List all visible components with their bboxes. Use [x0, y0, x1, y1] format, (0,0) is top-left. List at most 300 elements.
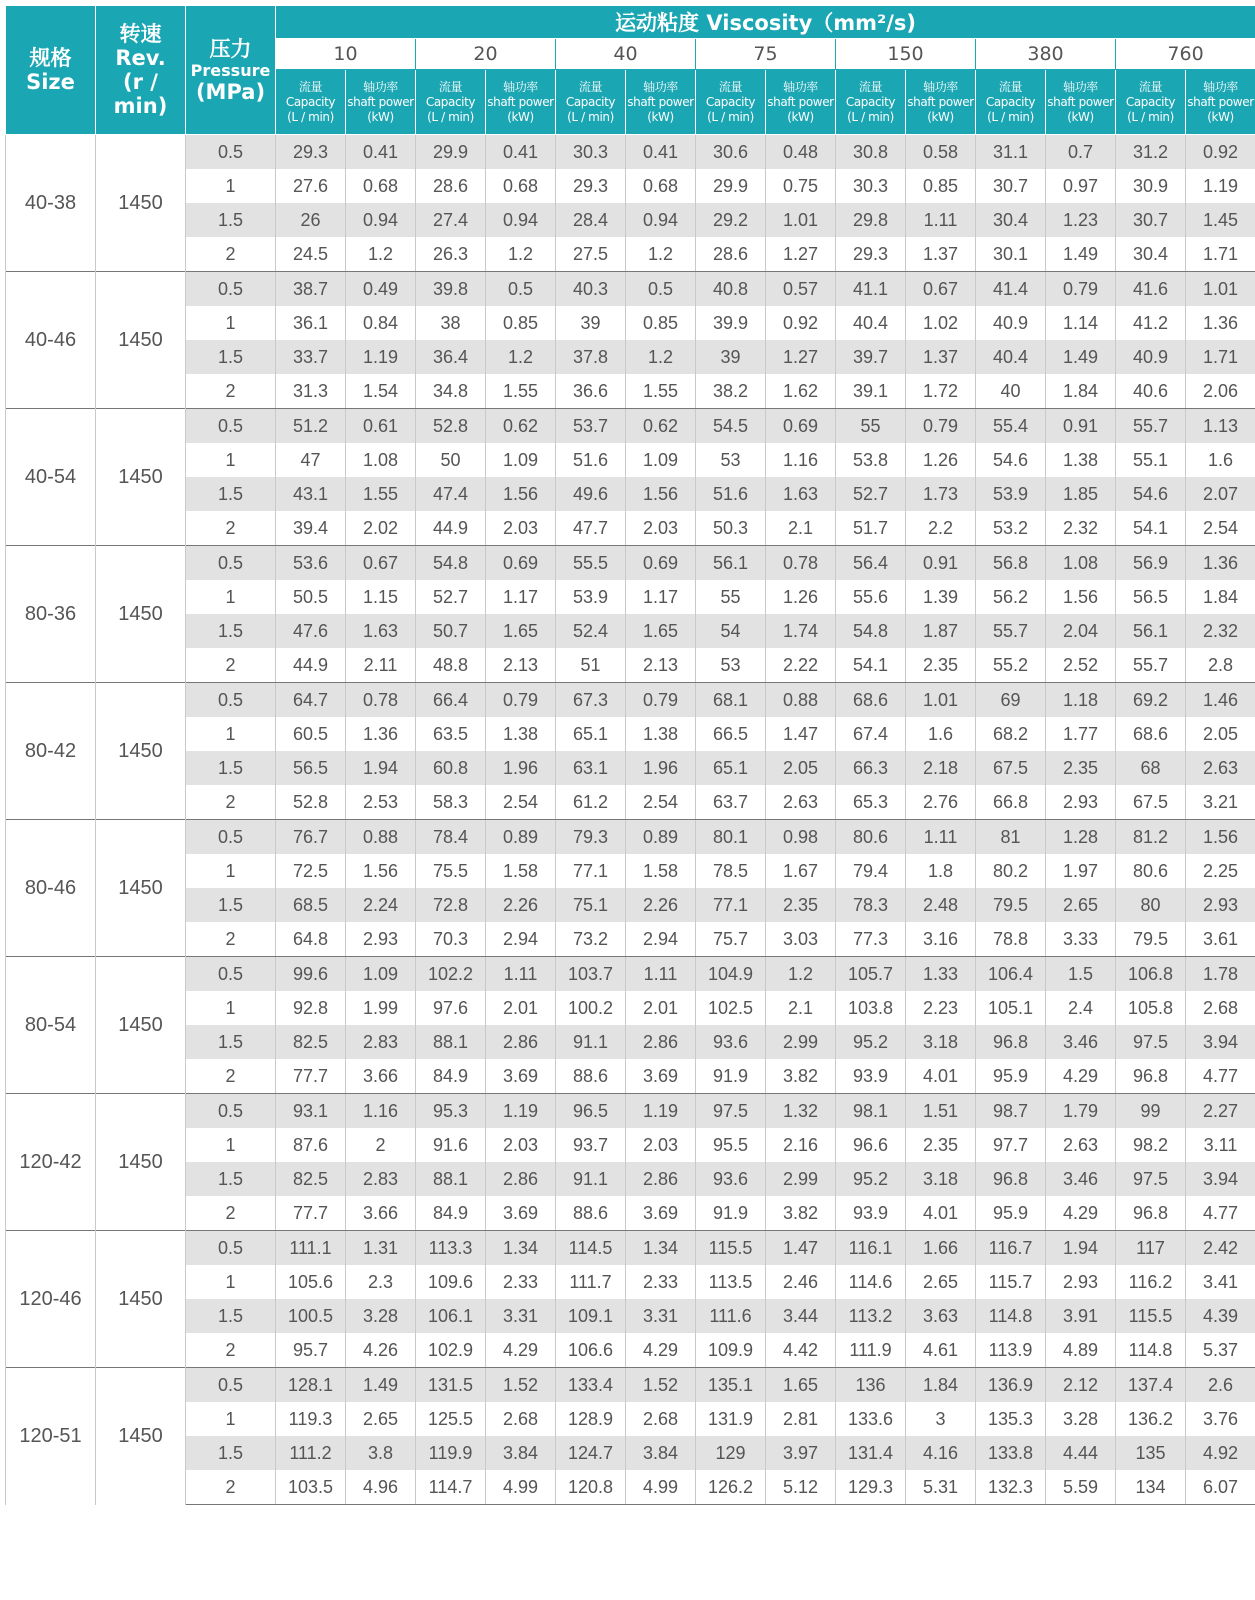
- shaft-power-cell: 5.37: [1186, 1333, 1255, 1368]
- capacity-cell: 79.5: [976, 888, 1046, 922]
- capacity-subheader-unit: (L / min): [987, 109, 1034, 124]
- capacity-subheader-unit: (L / min): [1127, 109, 1174, 124]
- capacity-cell: 38: [416, 306, 486, 340]
- shaft-power-cell: 1.47: [766, 717, 836, 751]
- shaft-power-cell: 1.62: [766, 374, 836, 409]
- capacity-cell: 77.7: [276, 1196, 346, 1231]
- pressure-cell: 1: [186, 717, 276, 751]
- shaft-power-cell: 2.32: [1186, 614, 1255, 648]
- shaft-power-cell: 3.33: [1046, 922, 1116, 957]
- capacity-cell: 96.8: [976, 1025, 1046, 1059]
- rev-header-unit: (r / min): [113, 70, 168, 118]
- pressure-cell: 1.5: [186, 203, 276, 237]
- capacity-cell: 88.6: [556, 1059, 626, 1094]
- capacity-cell: 76.7: [276, 820, 346, 855]
- shaft-power-cell: 2.13: [626, 648, 696, 683]
- capacity-cell: 41.1: [836, 272, 906, 307]
- capacity-subheader-en: Capacity: [1125, 94, 1176, 109]
- capacity-subheader-cn: 流量: [998, 79, 1023, 94]
- power-subheader-unit: (kW): [367, 109, 394, 124]
- viscosity-value-header: 20: [416, 39, 556, 70]
- capacity-cell: 54.6: [1116, 477, 1186, 511]
- capacity-cell: 95.7: [276, 1333, 346, 1368]
- capacity-cell: 55.6: [836, 580, 906, 614]
- shaft-power-cell: 2: [346, 1128, 416, 1162]
- size-cell: 40-54: [6, 409, 96, 546]
- shaft-power-cell: 4.29: [626, 1333, 696, 1368]
- capacity-cell: 93.9: [836, 1059, 906, 1094]
- shaft-power-cell: 0.78: [766, 546, 836, 581]
- power-subheader-cn: 轴功率: [643, 79, 678, 94]
- pressure-cell: 2: [186, 785, 276, 820]
- shaft-power-cell: 4.42: [766, 1333, 836, 1368]
- capacity-cell: 97.5: [1116, 1025, 1186, 1059]
- shaft-power-cell: 1.56: [486, 477, 556, 511]
- capacity-cell: 119.9: [416, 1436, 486, 1470]
- shaft-power-cell: 0.88: [766, 683, 836, 718]
- capacity-cell: 135.1: [696, 1368, 766, 1403]
- shaft-power-cell: 0.7: [1046, 135, 1116, 170]
- rev-cell: 1450: [96, 1094, 186, 1231]
- capacity-cell: 39.9: [696, 306, 766, 340]
- shaft-power-cell: 2.35: [906, 648, 976, 683]
- size-cell: 40-38: [6, 135, 96, 272]
- capacity-cell: 100.2: [556, 991, 626, 1025]
- capacity-cell: 55.7: [1116, 409, 1186, 444]
- capacity-cell: 39.4: [276, 511, 346, 546]
- shaft-power-cell: 1.01: [1186, 272, 1255, 307]
- capacity-subheader: [836, 70, 906, 135]
- shaft-power-cell: 3.94: [1186, 1025, 1255, 1059]
- shaft-power-cell: 3.97: [766, 1436, 836, 1470]
- table-row: [6, 374, 1255, 409]
- capacity-cell: 66.3: [836, 751, 906, 785]
- shaft-power-cell: 1.01: [906, 683, 976, 718]
- shaft-power-cell: 0.92: [1186, 135, 1255, 170]
- size-cell: 120-46: [6, 1231, 96, 1368]
- pressure-cell: 1: [186, 1265, 276, 1299]
- power-subheader: [346, 70, 416, 135]
- pressure-cell: 1: [186, 443, 276, 477]
- capacity-cell: 60.5: [276, 717, 346, 751]
- shaft-power-cell: 1.99: [346, 991, 416, 1025]
- shaft-power-cell: 0.68: [346, 169, 416, 203]
- shaft-power-cell: 2.48: [906, 888, 976, 922]
- capacity-cell: 114.8: [976, 1299, 1046, 1333]
- capacity-cell: 30.6: [696, 135, 766, 170]
- capacity-cell: 30.8: [836, 135, 906, 170]
- power-subheader-cn: 轴功率: [1063, 79, 1098, 94]
- power-subheader: [906, 70, 976, 135]
- capacity-cell: 111.6: [696, 1299, 766, 1333]
- shaft-power-cell: 0.41: [626, 135, 696, 170]
- power-subheader-unit: (kW): [1207, 109, 1234, 124]
- table-row: [6, 169, 1255, 203]
- shaft-power-cell: 1.79: [1046, 1094, 1116, 1129]
- capacity-cell: 50.5: [276, 580, 346, 614]
- shaft-power-cell: 1.72: [906, 374, 976, 409]
- table-row: [6, 237, 1255, 272]
- pressure-cell: 1: [186, 854, 276, 888]
- table-row: [6, 785, 1255, 820]
- capacity-cell: 105.7: [836, 957, 906, 992]
- capacity-subheader: [696, 70, 766, 135]
- shaft-power-cell: 2.52: [1046, 648, 1116, 683]
- capacity-cell: 114.8: [1116, 1333, 1186, 1368]
- capacity-cell: 106.1: [416, 1299, 486, 1333]
- capacity-cell: 39.8: [416, 272, 486, 307]
- table-row: [6, 546, 1255, 581]
- capacity-cell: 64.7: [276, 683, 346, 718]
- pressure-cell: 1.5: [186, 888, 276, 922]
- shaft-power-cell: 1.96: [626, 751, 696, 785]
- shaft-power-cell: 4.39: [1186, 1299, 1255, 1333]
- shaft-power-cell: 1.16: [346, 1094, 416, 1129]
- pressure-cell: 1: [186, 169, 276, 203]
- capacity-cell: 68.6: [836, 683, 906, 718]
- capacity-cell: 93.9: [836, 1196, 906, 1231]
- pressure-header-cn: 压力: [209, 36, 252, 61]
- capacity-cell: 128.9: [556, 1402, 626, 1436]
- capacity-cell: 65.1: [556, 717, 626, 751]
- shaft-power-cell: 2.94: [626, 922, 696, 957]
- capacity-cell: 54.1: [1116, 511, 1186, 546]
- shaft-power-cell: 3.69: [626, 1196, 696, 1231]
- capacity-cell: 40.9: [976, 306, 1046, 340]
- capacity-cell: 115.5: [696, 1231, 766, 1266]
- shaft-power-cell: 0.91: [906, 546, 976, 581]
- capacity-cell: 91.1: [556, 1162, 626, 1196]
- capacity-cell: 103.5: [276, 1470, 346, 1505]
- shaft-power-cell: 4.77: [1186, 1059, 1255, 1094]
- capacity-cell: 28.6: [696, 237, 766, 272]
- capacity-cell: 95.9: [976, 1059, 1046, 1094]
- shaft-power-cell: 1.36: [1186, 546, 1255, 581]
- pressure-cell: 1: [186, 1402, 276, 1436]
- capacity-cell: 97.7: [976, 1128, 1046, 1162]
- shaft-power-cell: 1.58: [486, 854, 556, 888]
- table-row: [6, 1025, 1255, 1059]
- shaft-power-cell: 2.11: [346, 648, 416, 683]
- shaft-power-cell: 1.37: [906, 237, 976, 272]
- capacity-subheader-unit: (L / min): [707, 109, 754, 124]
- shaft-power-cell: 0.79: [486, 683, 556, 718]
- shaft-power-cell: 4.99: [626, 1470, 696, 1505]
- capacity-cell: 88.1: [416, 1162, 486, 1196]
- shaft-power-cell: 2.54: [1186, 511, 1255, 546]
- shaft-power-cell: 1.08: [346, 443, 416, 477]
- capacity-subheader: [976, 70, 1046, 135]
- shaft-power-cell: 2.03: [486, 511, 556, 546]
- shaft-power-cell: 2.35: [766, 888, 836, 922]
- capacity-cell: 98.2: [1116, 1128, 1186, 1162]
- capacity-cell: 72.8: [416, 888, 486, 922]
- shaft-power-cell: 1.74: [766, 614, 836, 648]
- shaft-power-cell: 1.09: [486, 443, 556, 477]
- capacity-cell: 99.6: [276, 957, 346, 992]
- capacity-cell: 131.4: [836, 1436, 906, 1470]
- capacity-cell: 132.3: [976, 1470, 1046, 1505]
- shaft-power-cell: 4.26: [346, 1333, 416, 1368]
- capacity-cell: 109.6: [416, 1265, 486, 1299]
- size-cell: 80-46: [6, 820, 96, 957]
- shaft-power-cell: 2.1: [766, 511, 836, 546]
- capacity-cell: 51.7: [836, 511, 906, 546]
- capacity-cell: 116.7: [976, 1231, 1046, 1266]
- shaft-power-cell: 2.93: [1046, 1265, 1116, 1299]
- capacity-cell: 78.4: [416, 820, 486, 855]
- capacity-cell: 50.7: [416, 614, 486, 648]
- capacity-cell: 98.7: [976, 1094, 1046, 1129]
- capacity-subheader: [556, 70, 626, 135]
- capacity-cell: 82.5: [276, 1162, 346, 1196]
- power-subheader-unit: (kW): [647, 109, 674, 124]
- capacity-cell: 95.5: [696, 1128, 766, 1162]
- table-row: [6, 1470, 1255, 1505]
- shaft-power-cell: 1.23: [1046, 203, 1116, 237]
- shaft-power-cell: 2.01: [626, 991, 696, 1025]
- capacity-cell: 114.5: [556, 1231, 626, 1266]
- capacity-cell: 67.4: [836, 717, 906, 751]
- shaft-power-cell: 1.56: [626, 477, 696, 511]
- capacity-cell: 55.5: [556, 546, 626, 581]
- capacity-cell: 93.7: [556, 1128, 626, 1162]
- capacity-cell: 102.9: [416, 1333, 486, 1368]
- shaft-power-cell: 4.61: [906, 1333, 976, 1368]
- shaft-power-cell: 3.66: [346, 1059, 416, 1094]
- capacity-cell: 97.6: [416, 991, 486, 1025]
- capacity-cell: 31.3: [276, 374, 346, 409]
- shaft-power-cell: 3.11: [1186, 1128, 1255, 1162]
- size-header-cn: 规格: [29, 46, 72, 70]
- capacity-subheader-cn: 流量: [718, 79, 743, 94]
- shaft-power-cell: 3.91: [1046, 1299, 1116, 1333]
- shaft-power-cell: 2.3: [346, 1265, 416, 1299]
- shaft-power-cell: 2.2: [906, 511, 976, 546]
- capacity-cell: 84.9: [416, 1196, 486, 1231]
- capacity-cell: 80.2: [976, 854, 1046, 888]
- capacity-cell: 65.1: [696, 751, 766, 785]
- capacity-cell: 75.1: [556, 888, 626, 922]
- capacity-subheader-en: Capacity: [425, 94, 476, 109]
- shaft-power-cell: 3.18: [906, 1025, 976, 1059]
- capacity-cell: 29.3: [276, 135, 346, 170]
- shaft-power-cell: 1.19: [1186, 169, 1255, 203]
- capacity-cell: 87.6: [276, 1128, 346, 1162]
- shaft-power-cell: 0.61: [346, 409, 416, 444]
- capacity-cell: 52.7: [416, 580, 486, 614]
- shaft-power-cell: 5.12: [766, 1470, 836, 1505]
- capacity-cell: 106.4: [976, 957, 1046, 992]
- capacity-cell: 77.3: [836, 922, 906, 957]
- capacity-cell: 36.4: [416, 340, 486, 374]
- shaft-power-cell: 0.89: [626, 820, 696, 855]
- capacity-cell: 79.5: [1116, 922, 1186, 957]
- capacity-cell: 96.5: [556, 1094, 626, 1129]
- capacity-cell: 78.8: [976, 922, 1046, 957]
- pressure-cell: 2: [186, 1196, 276, 1231]
- shaft-power-cell: 0.79: [1046, 272, 1116, 307]
- capacity-cell: 31.2: [1116, 135, 1186, 170]
- capacity-cell: 93.1: [276, 1094, 346, 1129]
- capacity-subheader-en: Capacity: [845, 94, 896, 109]
- shaft-power-cell: 3.28: [1046, 1402, 1116, 1436]
- power-subheader: [486, 70, 556, 135]
- shaft-power-cell: 3.82: [766, 1059, 836, 1094]
- capacity-cell: 39.1: [836, 374, 906, 409]
- shaft-power-cell: 2.53: [346, 785, 416, 820]
- shaft-power-cell: 4.29: [1046, 1196, 1116, 1231]
- capacity-cell: 75.5: [416, 854, 486, 888]
- shaft-power-cell: 3.66: [346, 1196, 416, 1231]
- capacity-subheader-cn: 流量: [858, 79, 883, 94]
- capacity-cell: 81: [976, 820, 1046, 855]
- capacity-cell: 40.8: [696, 272, 766, 307]
- shaft-power-cell: 1.56: [346, 854, 416, 888]
- table-row: [6, 854, 1255, 888]
- shaft-power-cell: 1.63: [346, 614, 416, 648]
- capacity-cell: 29.9: [416, 135, 486, 170]
- capacity-subheader: [1116, 70, 1186, 135]
- capacity-cell: 40.6: [1116, 374, 1186, 409]
- shaft-power-cell: 2.93: [1046, 785, 1116, 820]
- table-row: [6, 614, 1255, 648]
- shaft-power-cell: 1.84: [906, 1368, 976, 1403]
- shaft-power-cell: 2.16: [766, 1128, 836, 1162]
- capacity-cell: 54.6: [976, 443, 1046, 477]
- shaft-power-cell: 3.69: [626, 1059, 696, 1094]
- pressure-cell: 2: [186, 511, 276, 546]
- shaft-power-cell: 1.19: [346, 340, 416, 374]
- shaft-power-cell: 2.65: [906, 1265, 976, 1299]
- shaft-power-cell: 1.11: [906, 820, 976, 855]
- capacity-cell: 34.8: [416, 374, 486, 409]
- table-row: [6, 203, 1255, 237]
- shaft-power-cell: 2.05: [766, 751, 836, 785]
- capacity-cell: 95.9: [976, 1196, 1046, 1231]
- shaft-power-cell: 2.33: [486, 1265, 556, 1299]
- table-row: [6, 648, 1255, 683]
- capacity-cell: 39: [556, 306, 626, 340]
- shaft-power-cell: 0.98: [766, 820, 836, 855]
- shaft-power-cell: 2.03: [626, 511, 696, 546]
- shaft-power-cell: 0.79: [906, 409, 976, 444]
- shaft-power-cell: 3.44: [766, 1299, 836, 1333]
- capacity-cell: 55.7: [976, 614, 1046, 648]
- shaft-power-cell: 2.76: [906, 785, 976, 820]
- capacity-cell: 48.8: [416, 648, 486, 683]
- capacity-cell: 47.6: [276, 614, 346, 648]
- shaft-power-cell: 1.65: [486, 614, 556, 648]
- shaft-power-cell: 1.38: [486, 717, 556, 751]
- table-row: [6, 443, 1255, 477]
- shaft-power-cell: 4.16: [906, 1436, 976, 1470]
- shaft-power-cell: 2.23: [906, 991, 976, 1025]
- shaft-power-cell: 1.54: [346, 374, 416, 409]
- shaft-power-cell: 1.67: [766, 854, 836, 888]
- shaft-power-cell: 2.86: [626, 1162, 696, 1196]
- shaft-power-cell: 2.68: [626, 1402, 696, 1436]
- capacity-cell: 113.9: [976, 1333, 1046, 1368]
- capacity-cell: 54.8: [836, 614, 906, 648]
- shaft-power-cell: 1.49: [346, 1368, 416, 1403]
- shaft-power-cell: 1.09: [626, 443, 696, 477]
- shaft-power-cell: 0.69: [626, 546, 696, 581]
- rev-cell: 1450: [96, 1231, 186, 1368]
- capacity-cell: 68.6: [1116, 717, 1186, 751]
- capacity-cell: 40.9: [1116, 340, 1186, 374]
- capacity-cell: 55.7: [1116, 648, 1186, 683]
- capacity-cell: 56.5: [1116, 580, 1186, 614]
- pressure-cell: 1.5: [186, 614, 276, 648]
- capacity-cell: 80.6: [1116, 854, 1186, 888]
- shaft-power-cell: 2.04: [1046, 614, 1116, 648]
- capacity-cell: 53: [696, 443, 766, 477]
- shaft-power-cell: 0.85: [626, 306, 696, 340]
- size-cell: 80-36: [6, 546, 96, 683]
- capacity-cell: 52.7: [836, 477, 906, 511]
- capacity-cell: 66.4: [416, 683, 486, 718]
- capacity-cell: 113.3: [416, 1231, 486, 1266]
- shaft-power-cell: 3.16: [906, 922, 976, 957]
- shaft-power-cell: 2.26: [626, 888, 696, 922]
- shaft-power-cell: 2.42: [1186, 1231, 1255, 1266]
- capacity-cell: 135: [1116, 1436, 1186, 1470]
- shaft-power-cell: 0.94: [626, 203, 696, 237]
- shaft-power-cell: 3.69: [486, 1059, 556, 1094]
- viscosity-value-header: 380: [976, 39, 1116, 70]
- shaft-power-cell: 1.56: [1186, 820, 1255, 855]
- shaft-power-cell: 3.84: [486, 1436, 556, 1470]
- capacity-cell: 47.4: [416, 477, 486, 511]
- capacity-cell: 29.3: [836, 237, 906, 272]
- capacity-cell: 55.4: [976, 409, 1046, 444]
- shaft-power-cell: 4.29: [1046, 1059, 1116, 1094]
- capacity-cell: 126.2: [696, 1470, 766, 1505]
- shaft-power-cell: 1.19: [486, 1094, 556, 1129]
- shaft-power-cell: 2.32: [1046, 511, 1116, 546]
- shaft-power-cell: 2.12: [1046, 1368, 1116, 1403]
- capacity-cell: 79.3: [556, 820, 626, 855]
- capacity-cell: 93.6: [696, 1162, 766, 1196]
- shaft-power-cell: 1.84: [1046, 374, 1116, 409]
- shaft-power-cell: 1.8: [906, 854, 976, 888]
- shaft-power-cell: 1.19: [626, 1094, 696, 1129]
- capacity-cell: 114.6: [836, 1265, 906, 1299]
- capacity-cell: 91.9: [696, 1059, 766, 1094]
- capacity-cell: 109.9: [696, 1333, 766, 1368]
- shaft-power-cell: 0.75: [766, 169, 836, 203]
- capacity-cell: 47.7: [556, 511, 626, 546]
- shaft-power-cell: 2.81: [766, 1402, 836, 1436]
- capacity-cell: 61.2: [556, 785, 626, 820]
- shaft-power-cell: 0.48: [766, 135, 836, 170]
- table-row: [6, 135, 1255, 170]
- shaft-power-cell: 1.13: [1186, 409, 1255, 444]
- shaft-power-cell: 3.76: [1186, 1402, 1255, 1436]
- table-row: [6, 1231, 1255, 1266]
- capacity-cell: 33.7: [276, 340, 346, 374]
- shaft-power-cell: 0.79: [626, 683, 696, 718]
- capacity-subheader-en: Capacity: [985, 94, 1036, 109]
- shaft-power-cell: 1.56: [1046, 580, 1116, 614]
- power-subheader: [766, 70, 836, 135]
- capacity-cell: 40.4: [836, 306, 906, 340]
- power-subheader-cn: 轴功率: [783, 79, 818, 94]
- shaft-power-cell: 4.01: [906, 1059, 976, 1094]
- shaft-power-cell: 2.26: [486, 888, 556, 922]
- power-subheader-cn: 轴功率: [923, 79, 958, 94]
